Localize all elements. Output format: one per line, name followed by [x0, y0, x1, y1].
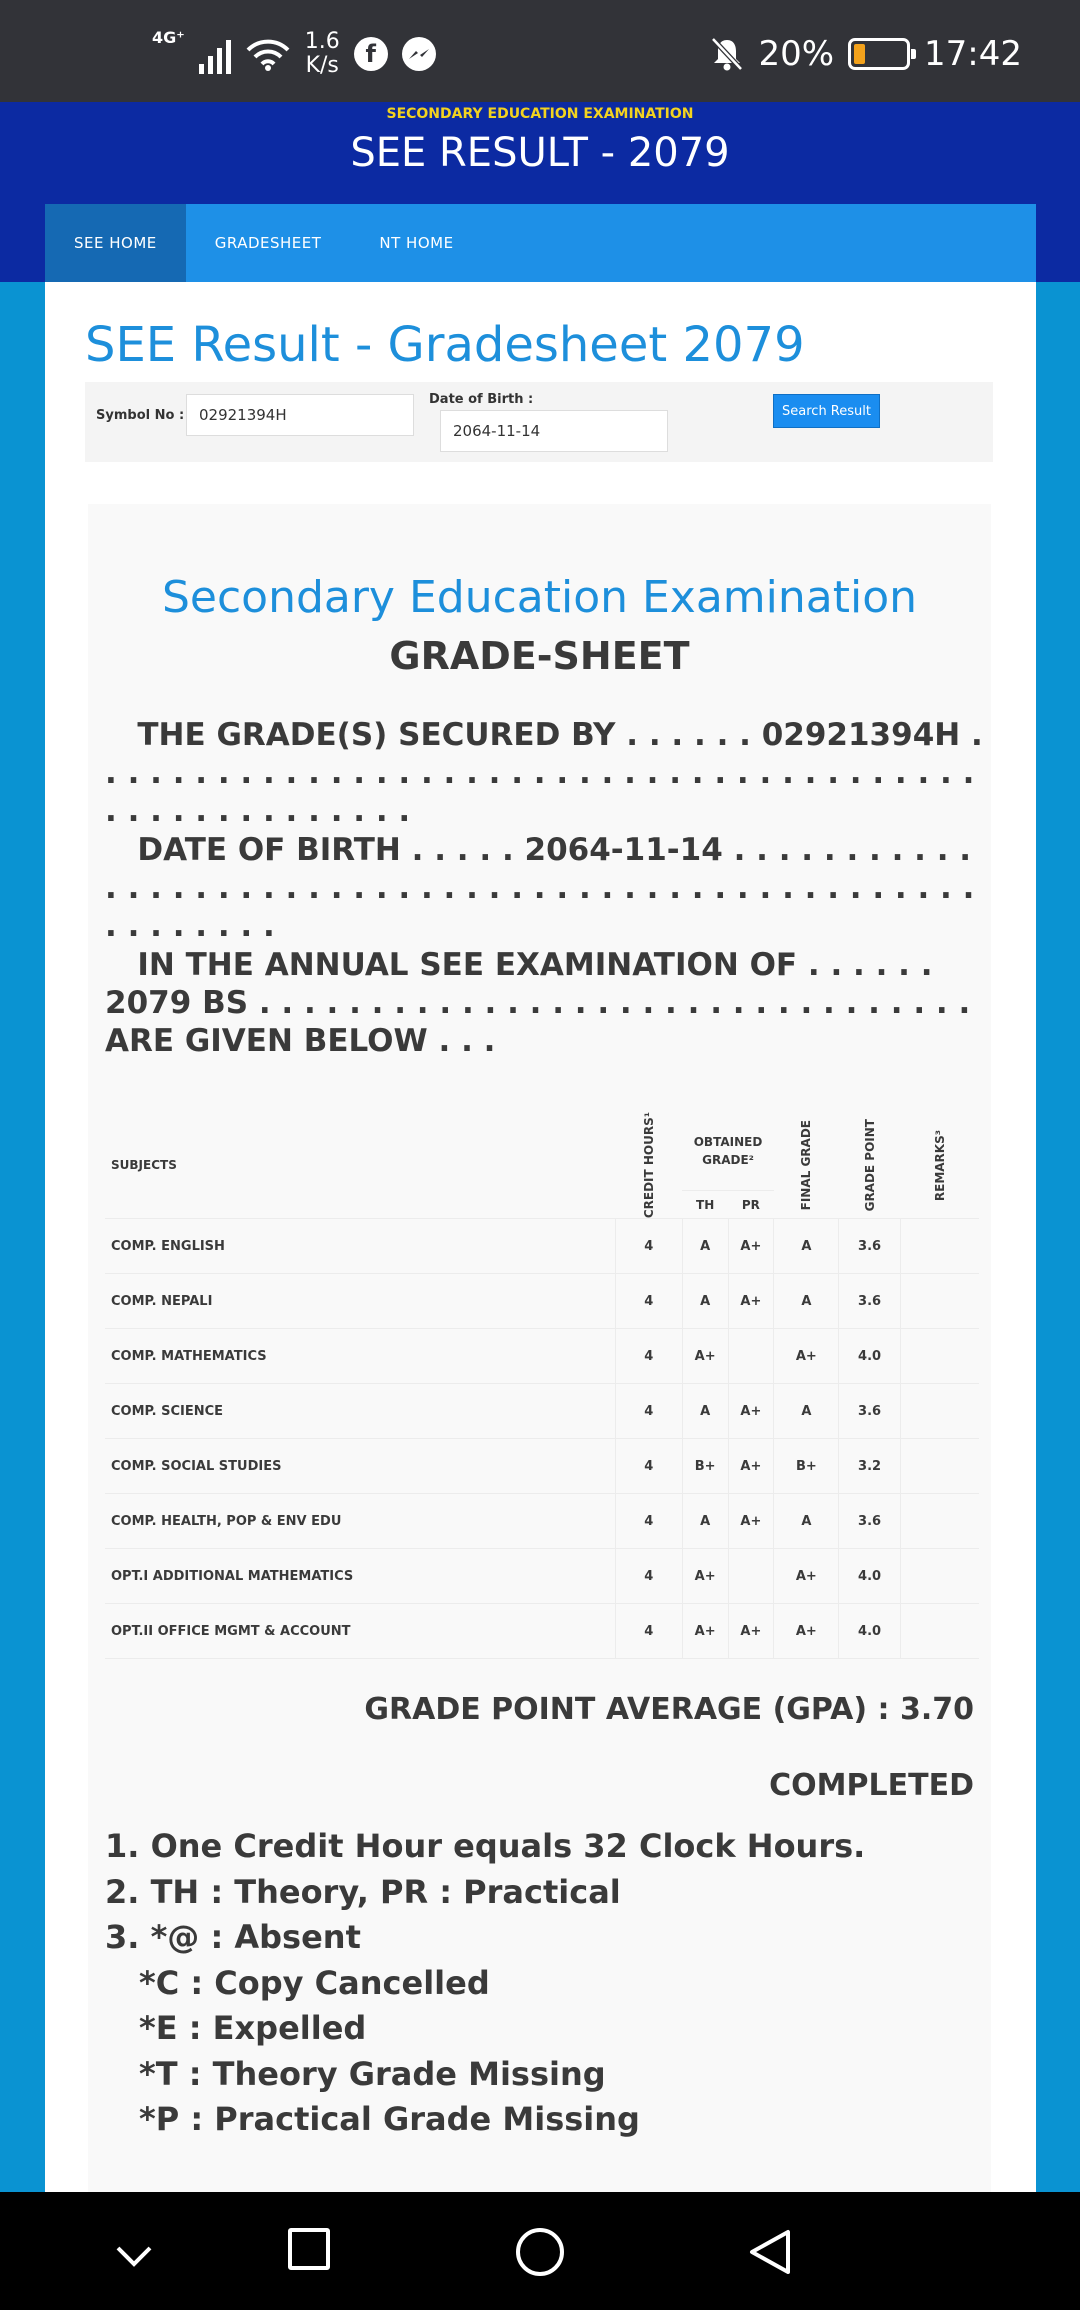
table-row: [105, 1439, 979, 1494]
recents-button[interactable]: [288, 2228, 330, 2270]
header-grade-point: GRADE POINT: [839, 1112, 900, 1219]
network-speed: 1.6 K/s: [304, 29, 340, 78]
search-form: [85, 382, 993, 462]
final-grade-cell: A: [774, 1219, 839, 1274]
credit-hours-cell: 4: [615, 1494, 682, 1549]
credit-hours-cell: 4: [615, 1329, 682, 1384]
grade-point-cell: 3.2: [839, 1439, 900, 1494]
header-obtained-grade: OBTAINED GRADE²: [682, 1112, 774, 1191]
page-title: SEE Result - Gradesheet 2079: [85, 317, 805, 373]
header-th: TH: [682, 1191, 728, 1219]
th-grade-cell: A+: [682, 1604, 728, 1659]
header-title: SEE RESULT - 2079: [350, 130, 730, 176]
battery-level: [854, 44, 865, 64]
footnote: 1. One Credit Hour equals 32 Clock Hours.: [105, 1827, 866, 1865]
result-status: COMPLETED: [769, 1768, 974, 1803]
grade-point-cell: 4.0: [839, 1604, 900, 1659]
remarks-cell: [900, 1274, 979, 1329]
header-pr: PR: [728, 1191, 774, 1219]
header-remarks: REMARKS³: [900, 1112, 979, 1219]
final-grade-cell: B+: [774, 1439, 839, 1494]
th-grade-cell: B+: [682, 1439, 728, 1494]
pr-grade-cell: A+: [728, 1219, 774, 1274]
credit-hours-cell: 4: [615, 1274, 682, 1329]
network-type: 4G⁺: [152, 28, 185, 47]
gpa-text: GRADE POINT AVERAGE (GPA) : 3.70: [364, 1692, 974, 1727]
home-button[interactable]: [516, 2228, 564, 2276]
symbol-input[interactable]: [186, 394, 414, 436]
remarks-cell: [900, 1494, 979, 1549]
pr-grade-cell: A+: [728, 1274, 774, 1329]
subject-cell: COMP. ENGLISH: [105, 1219, 615, 1274]
site-header: [0, 102, 1080, 282]
th-grade-cell: A: [682, 1274, 728, 1329]
th-grade-cell: A+: [682, 1329, 728, 1384]
grade-point-cell: 4.0: [839, 1329, 900, 1384]
subject-cell: OPT.II OFFICE MGMT & ACCOUNT: [105, 1604, 615, 1659]
grade-sheet: [88, 504, 991, 2192]
subject-cell: COMP. NEPALI: [105, 1274, 615, 1329]
grade-point-cell: 3.6: [839, 1384, 900, 1439]
battery-percent: 20%: [758, 34, 835, 74]
footnote: *P : Practical Grade Missing: [139, 2100, 640, 2138]
table-row: [105, 1274, 979, 1329]
grade-sheet-title: GRADE-SHEET: [389, 634, 690, 678]
th-grade-cell: A: [682, 1384, 728, 1439]
remarks-cell: [900, 1329, 979, 1384]
pr-grade-cell: [728, 1549, 774, 1604]
pr-grade-cell: A+: [728, 1494, 774, 1549]
pr-grade-cell: A+: [728, 1384, 774, 1439]
table-row: [105, 1604, 979, 1659]
grade-point-cell: 3.6: [839, 1219, 900, 1274]
pr-grade-cell: A+: [728, 1439, 774, 1494]
subject-cell: COMP. SCIENCE: [105, 1384, 615, 1439]
table-row: [105, 1384, 979, 1439]
facebook-icon: f: [354, 37, 388, 71]
exam-title: Secondary Education Examination: [161, 572, 918, 623]
th-grade-cell: A+: [682, 1549, 728, 1604]
footnote: *C : Copy Cancelled: [139, 1963, 490, 2002]
remarks-cell: [900, 1604, 979, 1659]
signal-icon: [199, 34, 231, 74]
clock: 17:42: [924, 34, 1022, 74]
nav-nt-home[interactable]: NT HOME: [379, 234, 454, 252]
footnotes: [105, 1824, 985, 2143]
wifi-icon: [245, 36, 291, 72]
pr-grade-cell: [728, 1329, 774, 1384]
symbol-label: Symbol No :: [96, 408, 185, 423]
pr-grade-cell: A+: [728, 1604, 774, 1659]
grade-point-cell: 3.6: [839, 1494, 900, 1549]
credit-hours-cell: 4: [615, 1384, 682, 1439]
final-grade-cell: A+: [774, 1549, 839, 1604]
messenger-icon: [402, 37, 436, 71]
header-final-grade: FINAL GRADE: [774, 1112, 839, 1219]
status-right: [710, 34, 1022, 74]
nav-see-home[interactable]: SEE HOME: [45, 204, 186, 282]
back-icon[interactable]: [748, 2228, 792, 2276]
footnote: *T : Theory Grade Missing: [139, 2054, 606, 2093]
dob-input[interactable]: [440, 410, 668, 452]
final-grade-cell: A+: [774, 1329, 839, 1384]
table-row: [105, 1494, 979, 1549]
exam-line: IN THE ANNUAL SEE EXAMINATION OF . . . . . . 2079 BS . . . . . . . . . . . . . . . . . . . . . . . . . . . . . . . . ARE GIVEN BELOW . . .: [105, 947, 971, 1059]
grade-point-cell: 4.0: [839, 1549, 900, 1604]
grade-point-cell: 3.6: [839, 1274, 900, 1329]
credit-hours-cell: 4: [615, 1219, 682, 1274]
footnote: 2. TH : Theory, PR : Practical: [105, 1872, 621, 1911]
chevron-down-icon[interactable]: [114, 2236, 154, 2276]
bell-muted-icon: [710, 36, 744, 72]
header-credit-hours: CREDIT HOURS¹: [615, 1112, 682, 1219]
nav-gradesheet[interactable]: GRADESHEET: [214, 234, 322, 252]
th-grade-cell: A: [682, 1219, 728, 1274]
status-bar: [0, 0, 1080, 102]
final-grade-cell: A: [774, 1274, 839, 1329]
final-grade-cell: A: [774, 1494, 839, 1549]
subject-cell: COMP. SOCIAL STUDIES: [105, 1439, 615, 1494]
subject-cell: OPT.I ADDITIONAL MATHEMATICS: [105, 1549, 615, 1604]
remarks-cell: [900, 1439, 979, 1494]
credit-hours-cell: 4: [615, 1604, 682, 1659]
dob-label: Date of Birth :: [429, 392, 534, 407]
final-grade-cell: A: [774, 1384, 839, 1439]
subject-cell: COMP. HEALTH, POP & ENV EDU: [105, 1494, 615, 1549]
content-panel: [45, 282, 1036, 2192]
dob-line: DATE OF BIRTH . . . . . 2064-11-14 . . . . . . . . . . . . . . . . . . . . . . . . . . . . . . . . . . . . . . . . . . . . . . . . . . . . . . . . . .: [105, 832, 975, 944]
table-row: [105, 1549, 979, 1604]
status-left: [152, 30, 436, 78]
th-grade-cell: A: [682, 1494, 728, 1549]
table-row: [105, 1329, 979, 1384]
footnote: 3. *@ : Absent: [105, 1918, 361, 1956]
header-subtitle: SECONDARY EDUCATION EXAMINATION: [386, 106, 694, 122]
search-result-button[interactable]: Search Result: [773, 394, 880, 428]
main-nav: [45, 204, 1036, 282]
system-nav-bar: [0, 2192, 1080, 2310]
table-row: [105, 1219, 979, 1274]
subject-cell: COMP. MATHEMATICS: [105, 1329, 615, 1384]
footnote: *E : Expelled: [139, 2009, 367, 2047]
header-subjects: SUBJECTS: [105, 1112, 615, 1219]
grades-table: [105, 1112, 979, 1659]
credit-hours-cell: 4: [615, 1439, 682, 1494]
final-grade-cell: A+: [774, 1604, 839, 1659]
remarks-cell: [900, 1384, 979, 1439]
remarks-cell: [900, 1549, 979, 1604]
remarks-cell: [900, 1219, 979, 1274]
secured-by-line: THE GRADE(S) SECURED BY . . . . . . 02921394H . . . . . . . . . . . . . . . . . . . . . . . . . . . . . . . . . . . . . . . . . . . . . . . . . . . . . .: [105, 717, 983, 829]
battery-icon: [848, 38, 910, 70]
credit-hours-cell: 4: [615, 1549, 682, 1604]
